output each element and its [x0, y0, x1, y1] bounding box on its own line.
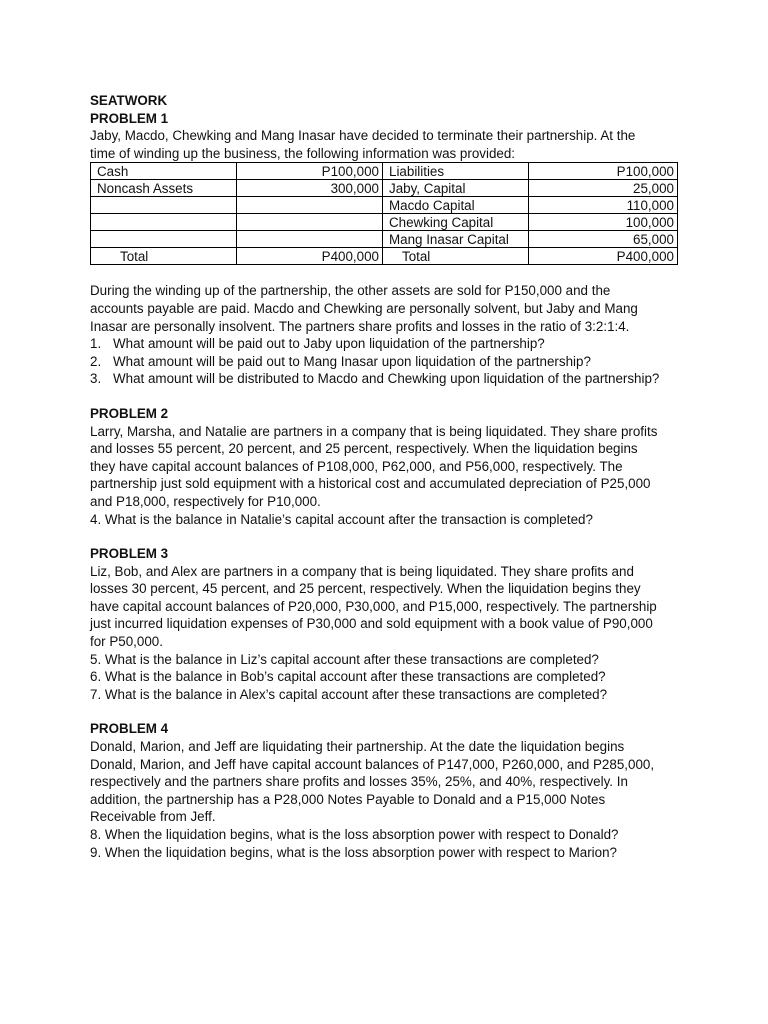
- table-cell: P400,000: [529, 248, 678, 265]
- problem-1: [90, 110, 682, 388]
- problem-1-paragraph: [90, 282, 682, 335]
- table-cell: [91, 197, 237, 214]
- question-line: 6. What is the balance in Bob’s capital account after these transactions are completed?: [90, 669, 606, 685]
- paragraph-line: respectively and the partners share profits and losses 35%, 25%, and 40%, respectively. In: [90, 774, 628, 790]
- problem-3: [90, 545, 682, 703]
- table-cell: [91, 214, 237, 231]
- paragraph-line: accounts payable are paid. Macdo and Chewking are personally solvent, but Jaby and Mang: [90, 300, 638, 316]
- question-line: 4. What is the balance in Natalie’s capital account after the transaction is completed?: [90, 511, 593, 527]
- paragraph-line: Larry, Marsha, and Natalie are partners in a company that is being liquidated. They share profits: [90, 423, 658, 439]
- table-cell: Jaby, Capital: [383, 180, 529, 197]
- problem-3-heading: PROBLEM 3: [90, 546, 169, 562]
- problem-1-heading: PROBLEM 1: [90, 110, 169, 126]
- question-text: What amount will be paid out to Mang Inasar upon liquidation of the partnership?: [113, 353, 591, 369]
- paragraph-line: partnership just sold equipment with a historical cost and accumulated depreciation of P25,000: [90, 476, 651, 492]
- paragraph-line: addition, the partnership has a P28,000 Notes Payable to Donald and a P15,000 Notes: [90, 791, 606, 807]
- table-cell: 25,000: [529, 180, 678, 197]
- question-line: 8. When the liquidation begins, what is the loss absorption power with respect to Donald?: [90, 827, 619, 842]
- problem-4: [90, 720, 682, 861]
- question-line: 9. When the liquidation begins, what is the loss absorption power with respect to Marion?: [90, 844, 617, 860]
- document-page: [90, 92, 682, 861]
- table-cell: [237, 231, 383, 248]
- problem-2-heading: PROBLEM 2: [90, 405, 169, 421]
- table-total-row: [91, 248, 678, 265]
- table-cell: 65,000: [529, 231, 678, 248]
- paragraph-line: During the winding up of the partnership, the other assets are sold for P150,000 and the: [90, 283, 611, 299]
- table-cell: Noncash Assets: [91, 180, 237, 197]
- paragraph-line: Receivable from Jeff.: [90, 809, 216, 825]
- paragraph-line: just incurred liquidation expenses of P30,000 and sold equipment with a book value of P90,000: [90, 616, 653, 632]
- table-cell: 100,000: [529, 214, 678, 231]
- table-cell: Cash: [91, 163, 237, 180]
- question-item: [90, 353, 682, 371]
- table-cell: Chewking Capital: [383, 214, 529, 231]
- table-row: [91, 197, 678, 214]
- table-row: [91, 163, 678, 180]
- paragraph-line: Inasar are personally insolvent. The partners share profits and losses in the ratio of 3:2:1:4.: [90, 318, 630, 334]
- paragraph-line: Donald, Marion, and Jeff are liquidating their partnership. At the date the liquidation begins: [90, 739, 625, 755]
- paragraph-line: Liz, Bob, and Alex are partners in a company that is being liquidated. They share profits and: [90, 563, 634, 579]
- problem-1-intro-line: Jaby, Macdo, Chewking and Mang Inasar have decided to terminate their partnership. At the: [90, 128, 636, 144]
- problem-4-heading: PROBLEM 4: [90, 721, 169, 737]
- table-row: [91, 231, 678, 248]
- table-cell: P100,000: [529, 163, 678, 180]
- table-cell: [237, 197, 383, 214]
- paragraph-line: for P50,000.: [90, 634, 163, 650]
- document-title: SEATWORK: [90, 93, 168, 108]
- question-text: What amount will be distributed to Macdo and Chewking upon liquidation of the partnership?: [113, 371, 660, 387]
- paragraph-line: and P18,000, respectively for P10,000.: [90, 493, 321, 509]
- question-line: 5. What is the balance in Liz’s capital account after these transactions are completed?: [90, 651, 599, 667]
- paragraph-line: have capital account balances of P20,000, P30,000, and P15,000, respectively. The partnership: [90, 598, 657, 614]
- problem-2: [90, 405, 682, 528]
- paragraph-line: and losses 55 percent, 20 percent, and 25 percent, respectively. When the liquidation begins: [90, 441, 638, 457]
- table-row: [91, 180, 678, 197]
- table-cell: 300,000: [237, 180, 383, 197]
- table-cell: P100,000: [237, 163, 383, 180]
- table-cell: [237, 214, 383, 231]
- paragraph-line: they have capital account balances of P108,000, P62,000, and P56,000, respectively. The: [90, 458, 623, 474]
- table-cell: [91, 231, 237, 248]
- question-text: What amount will be paid out to Jaby upon liquidation of the partnership?: [113, 336, 545, 352]
- table-cell: Mang Inasar Capital: [383, 231, 529, 248]
- table-cell: Total: [383, 248, 529, 265]
- problem-1-intro-line: time of winding up the business, the following information was provided:: [90, 145, 516, 161]
- table-cell: Macdo Capital: [383, 197, 529, 214]
- table-cell: Liabilities: [383, 163, 529, 180]
- paragraph-line: Donald, Marion, and Jeff have capital account balances of P147,000, P260,000, and P285,000,: [90, 756, 655, 772]
- table-row: [91, 214, 678, 231]
- problem-1-questions: [90, 335, 682, 388]
- question-line: 7. What is the balance in Alex’s capital account after these transactions are completed?: [90, 686, 608, 702]
- table-cell: P400,000: [237, 248, 383, 265]
- question-item: [90, 370, 682, 388]
- balance-sheet-table: [90, 162, 678, 265]
- paragraph-line: losses 30 percent, 45 percent, and 25 percent, respectively. When the liquidation begins they: [90, 581, 641, 597]
- question-number: 2.: [90, 353, 102, 369]
- table-cell: 110,000: [529, 197, 678, 214]
- question-item: [90, 335, 682, 353]
- question-number: 3.: [90, 371, 102, 387]
- table-cell: Total: [91, 248, 237, 265]
- question-number: 1.: [90, 336, 102, 352]
